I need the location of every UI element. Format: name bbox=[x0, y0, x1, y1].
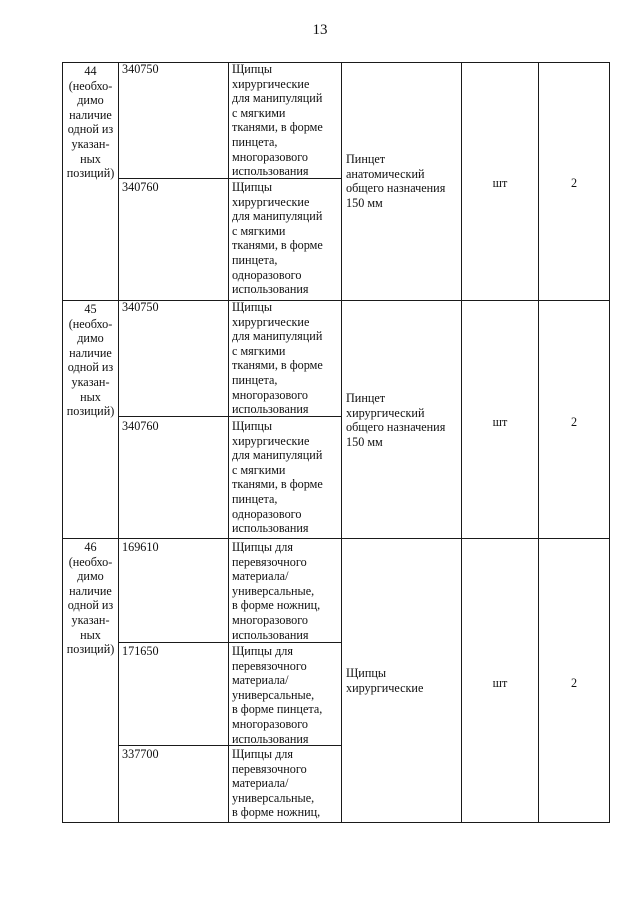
code-cell: 340760 bbox=[122, 419, 159, 433]
code-cell: 340750 bbox=[122, 62, 159, 76]
description-cell: Щипцы хирургические для манипуляций с мягкими тканями, в форме пинцета, многоразового использования bbox=[232, 300, 323, 417]
row-number-cell bbox=[63, 64, 118, 181]
code-cell: 337700 bbox=[122, 747, 159, 761]
description-cell: Щипцы хирургические для манипуляций с мягкими тканями, в форме пинцета, одноразового использования bbox=[232, 180, 323, 297]
description-cell: Щипцы для перевязочного материала/ универсальные, в форме ножниц, многоразового использования bbox=[232, 540, 321, 642]
description-cell: Щипцы хирургические для манипуляций с мягкими тканями, в форме пинцета, одноразового использования bbox=[232, 419, 323, 536]
unit-cell: шт bbox=[492, 176, 508, 190]
description-cell: Щипцы для перевязочного материала/ универсальные, в форме ножниц, bbox=[232, 747, 321, 820]
code-cell: 169610 bbox=[122, 540, 159, 554]
row-number: 45 bbox=[84, 302, 97, 316]
quantity-cell: 2 bbox=[570, 415, 578, 429]
item-name-cell: Пинцет хирургический общего назначения 150 мм bbox=[346, 391, 446, 449]
quantity-cell: 2 bbox=[570, 176, 578, 190]
description-cell: Щипцы для перевязочного материала/ универсальные, в форме пинцета, многоразового использования bbox=[232, 644, 323, 746]
description-cell: Щипцы хирургические для манипуляций с мягкими тканями, в форме пинцета, многоразового использования bbox=[232, 62, 323, 179]
code-cell: 340760 bbox=[122, 180, 159, 194]
code-cell: 171650 bbox=[122, 644, 159, 658]
row-number-cell bbox=[63, 302, 118, 419]
page-number: 13 bbox=[312, 22, 328, 38]
row-note: (необхо- димо наличие одной из указан- ных позиций) bbox=[66, 316, 115, 419]
row-number: 44 bbox=[84, 64, 97, 78]
row-note: (необхо- димо наличие одной из указан- ных позиций) bbox=[66, 554, 115, 657]
row-number-cell bbox=[63, 540, 118, 657]
row-number: 46 bbox=[84, 540, 97, 554]
unit-cell: шт bbox=[492, 415, 508, 429]
quantity-cell: 2 bbox=[570, 676, 578, 690]
row-note: (необхо- димо наличие одной из указан- ных позиций) bbox=[66, 78, 115, 181]
unit-cell: шт bbox=[492, 676, 508, 690]
item-name-cell: Пинцет анатомический общего назначения 150 мм bbox=[346, 152, 446, 210]
code-cell: 340750 bbox=[122, 300, 159, 314]
item-name-cell: Щипцы хирургические bbox=[346, 666, 424, 695]
